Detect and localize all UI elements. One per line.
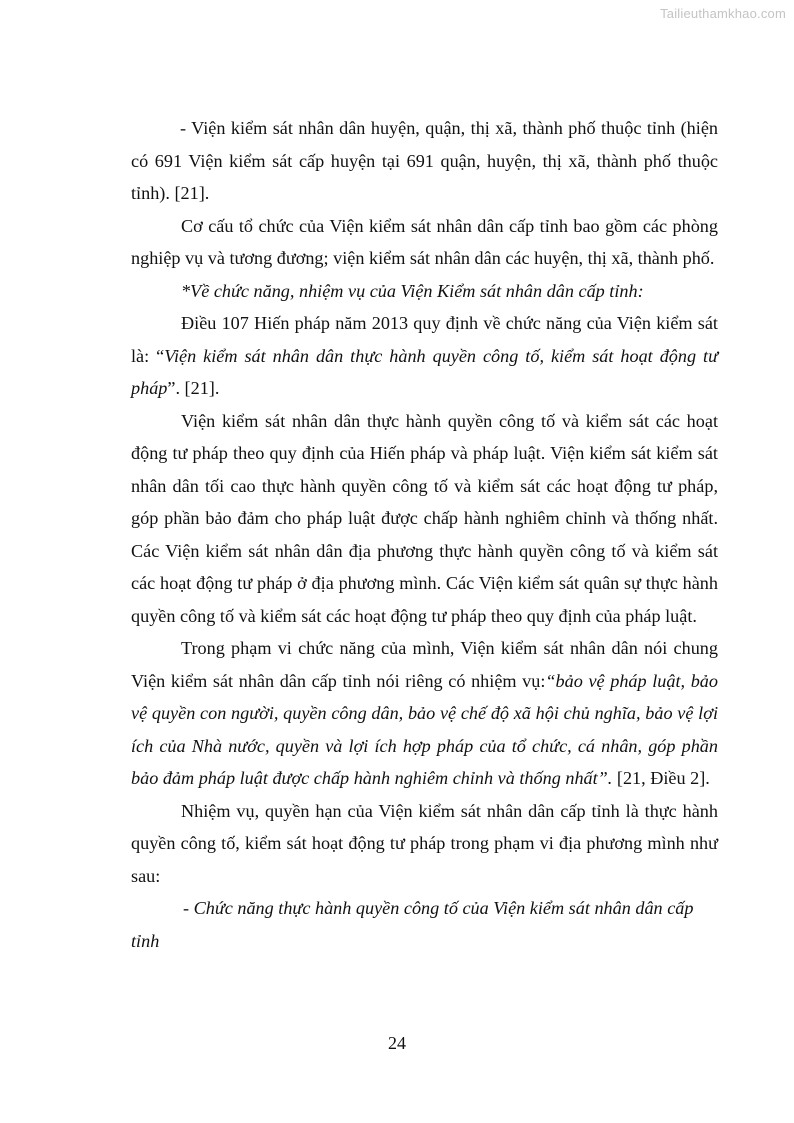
page-number: 24 (388, 1033, 406, 1053)
paragraph-organization-structure: Cơ cấu tổ chức của Viện kiểm sát nhân dân cấp tỉnh bao gồm các phòng nghiệp vụ và tương đương; viện kiểm sát nhân dân các huyện, thị xã, thành phố. (131, 215, 718, 268)
paragraph-district-procuracy: - Viện kiểm sát nhân dân huyện, quận, thị xã, thành phố thuộc tỉnh (hiện có 691 Viện kiểm sát cấp huyện tại 691 quận, huyện, thị xã, thành phố thuộc tỉnh). [21]. (131, 118, 718, 203)
watermark: Tailieuthamkhao.com (660, 6, 786, 21)
constitution-intro: Điều 107 Hiến pháp năm 2013 quy định về chức năng của Viện kiểm sát là: “ (131, 313, 718, 366)
paragraph-constitution-article (131, 307, 718, 405)
constitution-citation: ”. [21]. (167, 378, 220, 398)
constitution-quote: Viện kiểm sát nhân dân thực hành quyền công tố, kiểm sát hoạt động tư pháp (131, 345, 718, 398)
paragraph-prosecution-function: - Chức năng thực hành quyền công tố của Viện kiểm sát nhân dân cấp tỉnh (131, 898, 694, 951)
section-heading-functions: *Về chức năng, nhiệm vụ của Viện Kiểm sát nhân dân cấp tỉnh: (181, 280, 644, 301)
paragraph-procuracy-functions: Viện kiểm sát nhân dân thực hành quyền công tố và kiểm sát các hoạt động tư pháp theo quy định của Hiến pháp và pháp luật. Viện kiểm sát kiểm sát nhân dân tối cao thực hành quyền công tố và kiểm sát các hoạt động tư pháp, góp phần bảo đảm cho pháp luật được chấp hành nghiêm chỉnh và thống nhất. Các Viện kiểm sát nhân dân địa phương thực hành quyền công tố và kiểm sát các hoạt động tư pháp ở địa phương mình. Các Viện kiểm sát quân sự thực hành quyền công tố và kiểm sát các hoạt động tư pháp theo quy định của pháp luật. (131, 410, 718, 626)
duties-citation: [21, Điều 2]. (612, 768, 710, 788)
paragraph-provincial-duties: Nhiệm vụ, quyền hạn của Viện kiểm sát nhân dân cấp tỉnh là thực hành quyền công tố, kiểm sát hoạt động tư pháp trong phạm vi địa phương mình như sau: (131, 800, 718, 886)
duties-quote: “bảo vệ pháp luật, bảo vệ quyền con người, quyền công dân, bảo vệ chế độ xã hội chủ nghĩa, bảo vệ lợi ích của Nhà nước, quyền và lợi ích hợp pháp của tổ chức, cá nhân, góp phần bảo đảm pháp luật được chấp hành nghiêm chỉnh và thống nhất”. (131, 670, 718, 788)
paragraph-duties (131, 632, 718, 795)
duties-intro: Trong phạm vi chức năng của mình, Viện kiểm sát nhân dân nói chung Viện kiểm sát nhân dân cấp tỉnh nói riêng có nhiệm vụ: (131, 638, 718, 691)
body-text (131, 112, 718, 957)
